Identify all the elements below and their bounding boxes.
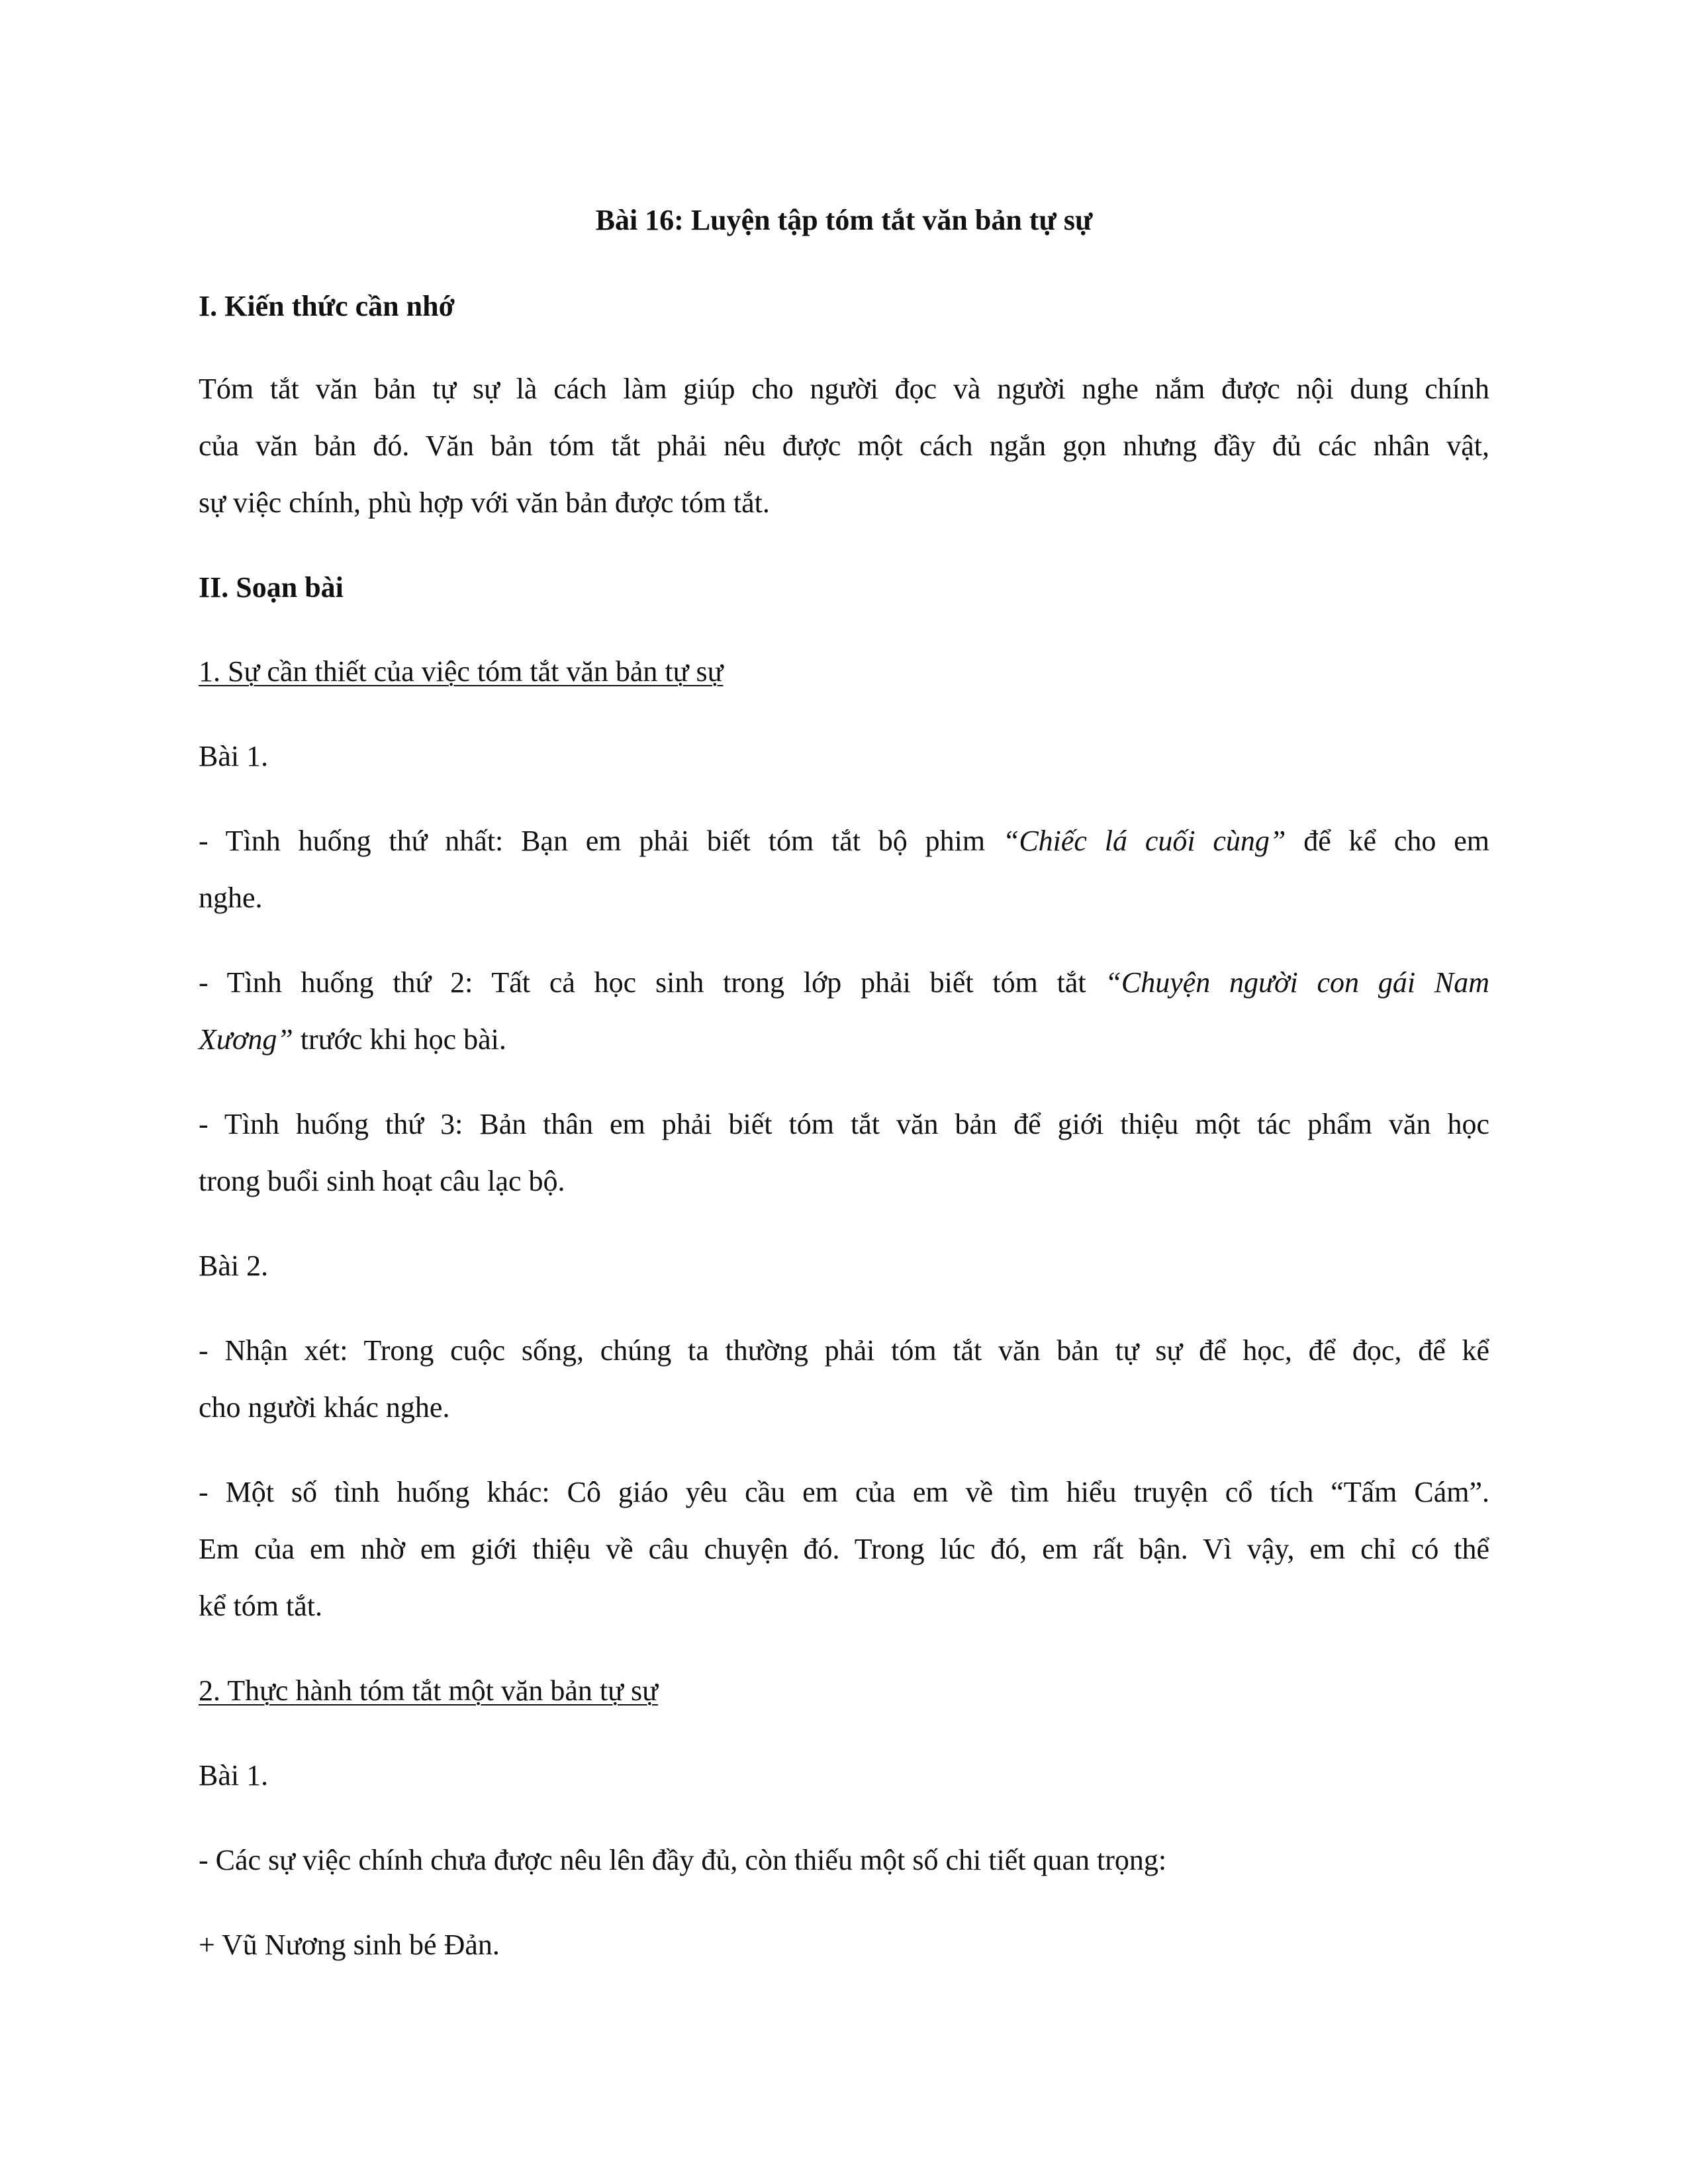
case-line <box>199 954 1489 1011</box>
paragraph-line: sự việc chính, phù hợp với văn bản được tóm tắt. <box>199 486 770 519</box>
work-title: Xương” <box>199 1023 293 1056</box>
case-line: nghe. <box>199 882 263 914</box>
section-heading-knowledge: I. Kiến thức cần nhớ <box>199 290 455 322</box>
work-title: “Chuyện người con gái Nam <box>1105 966 1489 999</box>
subsection-heading-necessity <box>199 643 1489 700</box>
other-case-line: - Một số tình huống khác: Cô giáo yêu cầu em của em về tìm hiểu truyện cổ tích “Tấm Cám”. <box>199 1476 1489 1508</box>
exercise-label: Bài 1. <box>199 1759 269 1792</box>
subsection-heading-practice <box>199 1662 1489 1719</box>
paragraph-line: Tóm tắt văn bản tự sự là cách làm giúp cho người đọc và người nghe nắm được nội dung chính <box>199 373 1489 405</box>
case-text: - Tình huống thứ nhất: Bạn em phải biết tóm tắt bộ phim <box>199 825 1003 857</box>
practice-point: - Các sự việc chính chưa được nêu lên đầy đủ, còn thiếu một số chi tiết quan trọng: <box>199 1844 1167 1876</box>
case-line <box>199 813 1489 870</box>
exercise-label: Bài 2. <box>199 1250 269 1282</box>
exercise-label: Bài 1. <box>199 740 269 772</box>
subsection-heading-text: 2. Thực hành tóm tắt một văn bản tự sự <box>199 1674 658 1707</box>
other-case-line: Em của em nhờ em giới thiệu về câu chuyện đó. Trong lúc đó, em rất bận. Vì vậy, em chỉ có thể <box>199 1533 1489 1565</box>
remark-line: - Nhận xét: Trong cuộc sống, chúng ta thường phải tóm tắt văn bản tự sự để học, để đọc, để kể <box>199 1334 1489 1367</box>
practice-point: + Vũ Nương sinh bé Đản. <box>199 1929 500 1961</box>
case-line <box>199 1011 1489 1068</box>
work-title: “Chiếc lá cuối cùng” <box>1002 825 1286 857</box>
remark-line: cho người khác nghe. <box>199 1391 450 1424</box>
paragraph-line: của văn bản đó. Văn bản tóm tắt phải nêu được một cách ngắn gọn nhưng đầy đủ các nhân vật, <box>199 430 1489 462</box>
case-text: trước khi học bài. <box>293 1023 506 1056</box>
document-title: Bài 16: Luyện tập tóm tắt văn bản tự sự <box>595 204 1093 236</box>
case-text: - Tình huống thứ 2: Tất cả học sinh trong lớp phải biết tóm tắt <box>199 966 1105 999</box>
other-case-line: kể tóm tắt. <box>199 1590 322 1622</box>
subsection-heading-text: 1. Sự cần thiết của việc tóm tắt văn bản tự sự <box>199 655 724 688</box>
case-text: để kể cho em <box>1286 825 1489 857</box>
case-line: - Tình huống thứ 3: Bản thân em phải biết tóm tắt văn bản để giới thiệu một tác phẩm văn học <box>199 1108 1489 1140</box>
case-line: trong buổi sinh hoạt câu lạc bộ. <box>199 1165 565 1197</box>
section-heading-lesson: II. Soạn bài <box>199 571 344 604</box>
